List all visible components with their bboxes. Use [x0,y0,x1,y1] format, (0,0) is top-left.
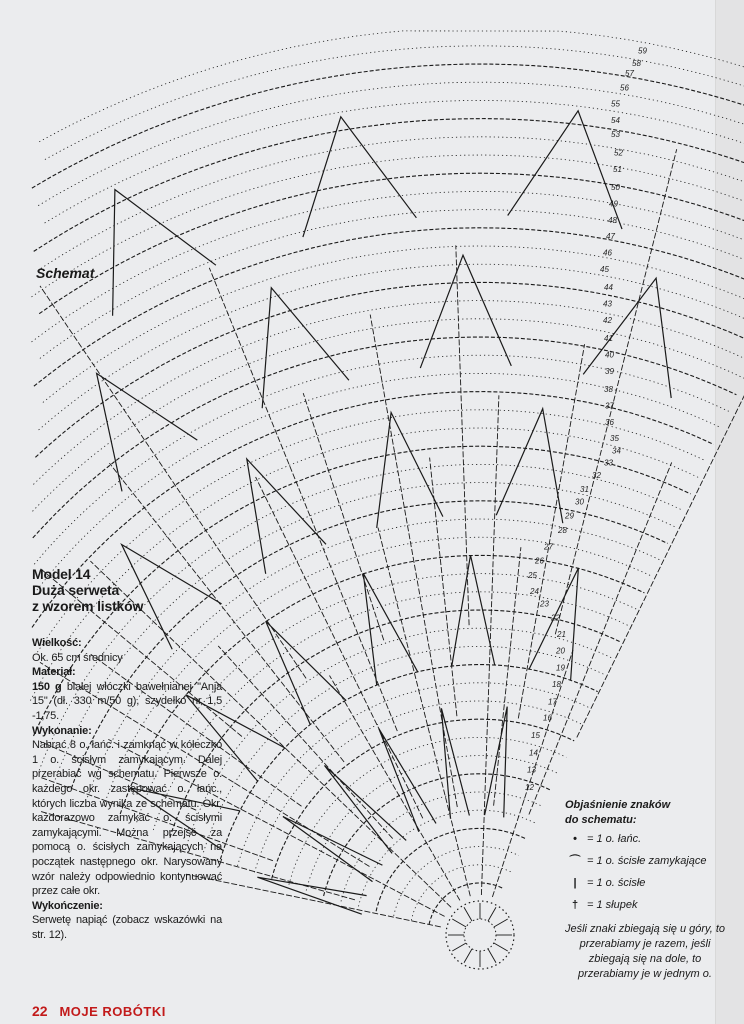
row-number: 17 [548,697,557,707]
finish-heading: Wykończenie: [32,899,103,912]
model-number: Model 14 [32,566,91,582]
single-crochet-icon: | [573,877,577,889]
row-number: 47 [606,232,615,242]
row-number: 54 [611,115,620,125]
row-number: 15 [531,731,540,740]
instructions [32,636,222,942]
row-number: 59 [638,46,647,56]
row-number: 36 [605,417,614,427]
row-number-labels [525,47,647,792]
legend-text-slip: = 1 o. ścisłe zamykające [587,855,707,867]
double-crochet-icon: † [571,899,579,911]
legend-note: Jeśli znaki zbiegają się u góry, to przerabiamy je razem, jeśli zbiegają się na dole, to przerabiamy je w jednym o. [565,923,725,980]
title-line-2: Duża serweta [32,582,120,598]
row-number: 16 [543,713,552,723]
pattern-title [32,566,212,614]
legend-item-double [565,894,725,916]
row-number: 32 [592,470,601,480]
row-number: 33 [604,458,613,468]
row-number: 43 [603,299,612,309]
chain-stitch-icon: • [573,833,577,845]
row-number: 23 [540,599,549,609]
row-number: 38 [604,385,613,395]
title-line-3: z wzorem listków [32,598,144,614]
legend-text-single: = 1 o. ścisłe [587,877,646,889]
row-number: 55 [611,99,620,109]
row-number: 51 [613,164,622,174]
work-text: Nabrać 8 o. łańc. i zamknąć w kółeczko 1 o. ścisłym zamykającym. Dalej przerabiać wg schematu. Pierwsze o. każdego okr. zastępować o. łańc., których liczba wynika ze schematu. Okr. każdorazowo zamykać o. ścisłymi zamykającymi. Można przejść za pomocą o. ścisłych zamykających na początek następnego okr. Narysowany wzór należy odpowiednio kontynuować przez całe okr. [32,739,222,898]
legend-item-chain [565,828,725,850]
row-number: 31 [580,485,589,495]
diagram-label: Schemat [36,265,95,281]
row-number: 22 [551,613,560,623]
row-number: 50 [611,183,620,193]
row-number: 40 [605,350,614,360]
row-number: 52 [614,148,623,158]
legend-heading-2: do schematu: [565,814,637,826]
row-number: 14 [529,748,538,758]
legend-text-double: = 1 słupek [587,899,638,911]
row-number: 21 [557,630,566,639]
symbol-legend [565,798,725,982]
material-heading: Materiał: [32,666,76,679]
legend-text-chain: = 1 o. łańc. [587,833,642,845]
row-number: 53 [611,130,620,140]
row-number: 13 [527,765,536,775]
finish-text: Serwetę napiąć (zobacz wskazówki na str. 12). [32,914,222,941]
row-number: 20 [556,646,565,656]
material-weight: 150 g [32,680,62,693]
magazine-brand: MOJE ROBÓTKI [59,1004,166,1019]
slip-stitch-icon: ⌒ [569,855,581,867]
legend-item-slip [565,850,725,872]
row-number: 24 [530,587,539,597]
row-number: 44 [604,283,613,293]
row-number: 37 [605,401,614,411]
page-number: 22 [32,1003,48,1019]
legend-item-single [565,872,725,894]
row-number: 45 [600,264,609,274]
work-heading: Wykonanie: [32,724,92,737]
row-number: 46 [603,248,612,258]
row-number: 29 [565,511,574,521]
size-heading: Wielkość: [32,637,82,649]
legend-heading-1: Objaśnienie znaków [565,799,671,811]
row-number: 41 [604,334,613,344]
row-number: 58 [632,58,641,68]
row-number: 42 [603,315,612,325]
row-number: 28 [558,526,567,535]
material-description: białej włóczki bawełnianej "Anja 15" (dł. 330 m/50 g), szydełko nr 1,5 -1,75. [32,680,222,722]
row-number: 34 [612,446,621,456]
row-number: 26 [535,556,544,566]
material-text [32,680,222,724]
row-number: 35 [610,434,619,444]
row-number: 19 [556,663,565,673]
row-number: 48 [608,215,617,225]
page-footer [32,1003,166,1019]
row-number: 57 [625,69,634,78]
row-number: 18 [552,680,561,689]
row-number: 49 [609,199,618,209]
row-number: 39 [605,366,614,376]
row-number: 12 [525,783,534,792]
row-number: 27 [544,542,553,552]
row-number: 56 [620,83,629,93]
row-number: 25 [528,570,537,580]
row-number: 30 [575,497,584,507]
size-text: Ok. 65 cm średnicy [32,651,123,664]
